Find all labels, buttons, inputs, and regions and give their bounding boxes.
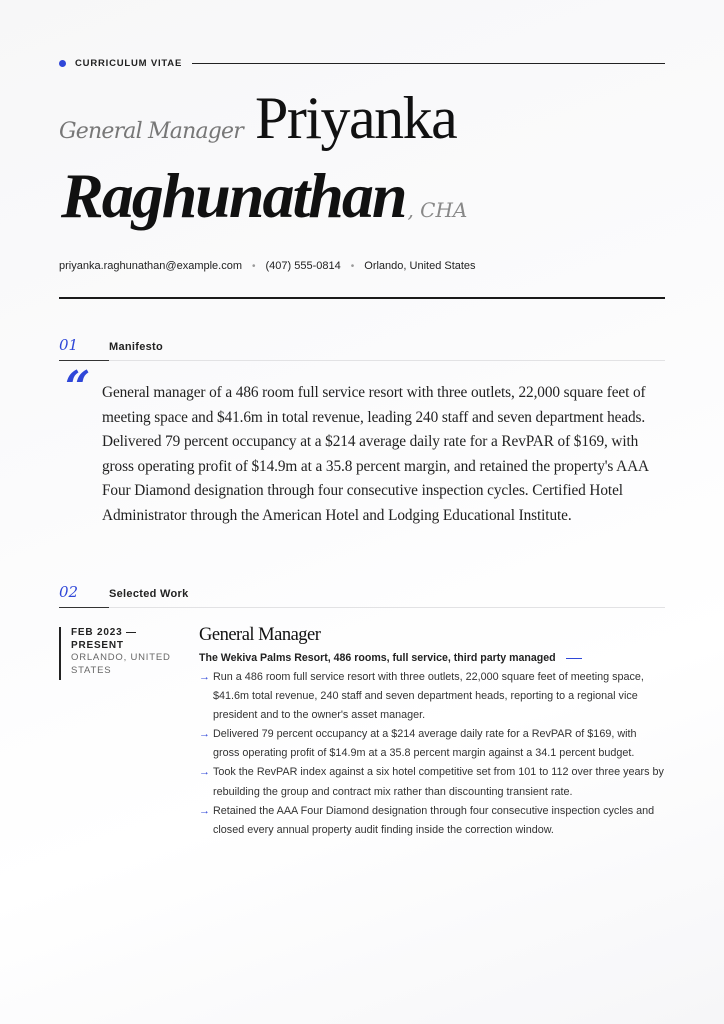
section-header-manifesto (59, 336, 665, 362)
arrow-right-icon: → (199, 804, 210, 817)
bullet-dot-icon (59, 60, 66, 67)
manifesto-text: General manager of a 486 room full service resort with three outlets, 22,000 square feet of meeting space and $41.6m in total revenue, leading 240 staff and seven department heads. Delivered 79 percent occupancy at a $214 average daily rate for a RevPAR of $169, with gross operating profit of $14.9m at a 35.8 percent margin, and retained the property's AAA Four Diamond designation through four consecutive inspection cycles. Certified Hotel Administrator through the American Hotel and Lodging Educational Institute. (102, 384, 649, 524)
section-title: Selected Work (109, 588, 189, 600)
arrow-right-icon: → (199, 728, 210, 741)
eyebrow-label: CURRICULUM VITAE (75, 57, 183, 69)
work-period: FEB 2023 — (71, 627, 137, 638)
credential-suffix: , CHA (407, 198, 468, 222)
list-item (199, 763, 665, 801)
section-rule (109, 360, 665, 361)
bullet-text: Retained the AAA Four Diamond designation through four consecutive inspection cycles and closed every annual property audit finding inside the correction window. (213, 804, 655, 836)
work-period: PRESENT (71, 639, 124, 651)
last-name: Raghunathan (61, 160, 406, 231)
contact-separator: • (252, 260, 256, 272)
arrow-right-icon: → (199, 671, 210, 683)
dash-icon (566, 658, 582, 659)
work-organization-text: The Wekiva Palms Resort, 486 rooms, full service, third party managed (199, 652, 556, 664)
section-rule (59, 607, 109, 608)
contact-location: Orlando, United States (364, 260, 476, 272)
quote-mark-icon: “ (65, 362, 91, 413)
resume-page (59, 0, 665, 1024)
work-dates (59, 627, 189, 680)
job-role: General Manager (59, 119, 243, 144)
work-location: STATES (71, 664, 112, 676)
contact-line (59, 260, 476, 272)
bullet-text: Took the RevPAR index against a six hotel competitive set from 101 to 112 over three years by rebuilding the group and contract mix rather than discounting transient rate. (213, 766, 664, 798)
section-rule (59, 360, 109, 361)
arrow-right-icon: → (199, 766, 210, 779)
work-title: General Manager (199, 625, 321, 645)
work-entry (199, 624, 665, 840)
name-line-1 (59, 85, 457, 158)
work-location: ORLANDO, UNITED (71, 652, 171, 663)
section-header-selected-work (59, 583, 665, 609)
work-organization (199, 652, 665, 664)
header-divider (59, 297, 665, 299)
first-name: Priyanka (255, 85, 457, 151)
contact-phone[interactable]: (407) 555-0814 (265, 260, 341, 272)
work-bullets (199, 668, 665, 840)
section-title: Manifesto (109, 341, 164, 353)
contact-email[interactable]: priyanka.raghunathan@example.com (59, 260, 242, 272)
bullet-text: Delivered 79 percent occupancy at a $214 average daily rate for a RevPAR of $169, with gross operating profit of $14.9m at a 35.8 percent margin against a 34.1 percent budget. (213, 728, 637, 760)
name-line-2 (61, 160, 468, 244)
section-number: 01 (59, 336, 79, 354)
list-item (199, 725, 665, 763)
eyebrow (59, 56, 665, 70)
bullet-text: Run a 486 room full service resort with three outlets, 22,000 square feet of meeting space, $41.6m total revenue, 240 staff and seven department heads, reporting to a regional vice president and to the owner's asset manager. (213, 671, 644, 722)
list-item (199, 802, 665, 840)
section-rule (109, 607, 665, 608)
eyebrow-rule (192, 63, 665, 64)
contact-separator: • (350, 260, 355, 272)
list-item (199, 668, 665, 725)
section-number: 02 (59, 583, 79, 601)
